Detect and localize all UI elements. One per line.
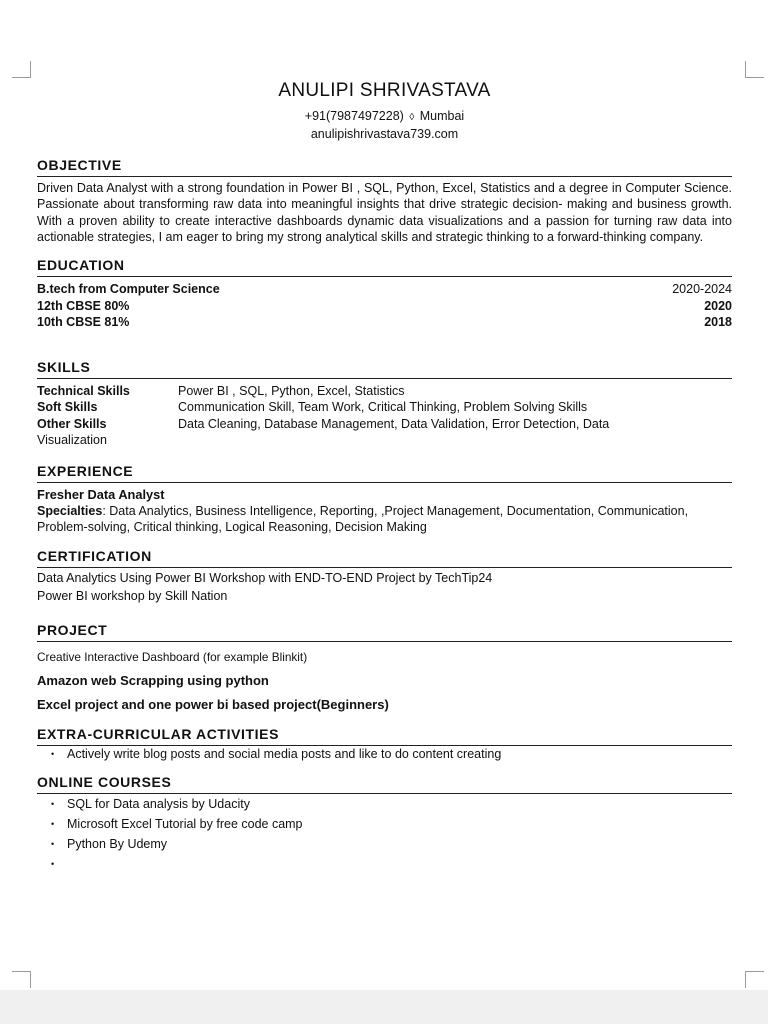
education-label: 10th CBSE 81% — [37, 315, 130, 330]
skill-row — [37, 399, 732, 416]
education-label: B.tech from Computer Science — [37, 282, 220, 297]
education-year: 2018 — [704, 315, 732, 330]
section-title-skills: SKILLS — [37, 358, 732, 379]
crop-mark-bottom-right — [745, 971, 764, 988]
resume-content — [37, 78, 732, 854]
extra-curricular-section — [37, 725, 732, 764]
section-title-certification: CERTIFICATION — [37, 547, 732, 568]
project-item: Creative Interactive Dashboard (for example Blinkit) — [37, 649, 308, 664]
education-list — [37, 281, 732, 331]
section-title-education: EDUCATION — [37, 256, 732, 277]
skill-key: Technical Skills — [37, 383, 130, 398]
experience-specialties — [37, 503, 732, 536]
education-label: 12th CBSE 80% — [37, 298, 130, 313]
section-title-experience: EXPERIENCE — [37, 462, 732, 483]
section-title-project: PROJECT — [37, 621, 732, 642]
project-section — [37, 621, 732, 713]
experience-role: Fresher Data Analyst — [37, 486, 165, 502]
online-courses-list — [37, 794, 732, 854]
phone-number: +91(7987497228) — [304, 109, 404, 123]
education-year: 2020-2024 — [672, 282, 732, 297]
education-section — [37, 256, 732, 331]
specialties-label: Specialties — [37, 503, 103, 518]
skill-row — [37, 416, 732, 433]
extra-curricular-list — [37, 744, 732, 764]
crop-mark-top-left — [12, 61, 31, 78]
crop-mark-top-right — [745, 61, 764, 78]
separator-icon: ◊ — [409, 112, 415, 123]
certification-section — [37, 547, 732, 605]
resume-header — [37, 78, 732, 142]
section-title-extra-curricular: EXTRA-CURRICULAR ACTIVITIES — [37, 725, 732, 746]
skill-value-wrap: Visualization — [37, 433, 107, 448]
skill-key: Soft Skills — [37, 400, 98, 415]
section-title-online-courses: ONLINE COURSES — [37, 773, 732, 794]
objective-text: Driven Data Analyst with a strong foundation in Power BI , SQL, Python, Excel, Statistics and a degree in Computer Science. Passionate about transforming raw data into meaningful insights that drive strategic decision- making and business growth. With a proven ability to create interactive dashboards dynamic data visualizations and a passion for turning raw data into actionable strategies, I am eager to bring my strong analytical skills and strategic thinking to a forward-thinking company. — [37, 181, 732, 244]
experience-section — [37, 462, 732, 536]
project-item: Excel project and one power bi based project(Beginners) — [37, 696, 389, 712]
skill-row — [37, 383, 732, 400]
skill-key: Other Skills — [37, 416, 107, 431]
city: Mumbai — [419, 109, 465, 123]
skills-list — [37, 383, 732, 449]
education-year: 2020 — [704, 298, 732, 313]
skill-value: Data Cleaning, Database Management, Data Validation, Error Detection, Data — [178, 416, 610, 431]
skill-value: Communication Skill, Team Work, Critical Thinking, Problem Solving Skills — [178, 400, 588, 415]
candidate-name: ANULIPI SHRIVASTAVA — [278, 80, 491, 101]
objective-section — [37, 156, 732, 245]
education-row — [37, 281, 732, 298]
contact-line — [37, 108, 732, 126]
certification-item: Data Analytics Using Power BI Workshop with END-TO-END Project by TechTip24 — [37, 570, 493, 585]
crop-mark-bottom-left — [12, 971, 31, 988]
certification-list — [37, 569, 732, 605]
specialties-text: : Data Analytics, Business Intelligence, Reporting, ,Project Management, Documentation, Communication, Problem-solving, Critical thinking, Logical Reasoning, Decision Making — [37, 503, 689, 535]
course-item: • SQL for Data analysis by Udacity — [51, 794, 732, 814]
certification-item: Power BI workshop by Skill Nation — [37, 588, 228, 603]
online-courses-section — [37, 773, 732, 854]
section-title-objective: OBJECTIVE — [37, 156, 732, 177]
email: anulipishrivastava739.com — [310, 127, 459, 141]
skill-value: Power BI , SQL, Python, Excel, Statistics — [178, 383, 405, 398]
skills-section — [37, 358, 732, 449]
extra-curricular-item: • Actively write blog posts and social media posts and like to do content creating — [51, 744, 732, 764]
education-row — [37, 298, 732, 315]
education-row — [37, 314, 732, 331]
course-item: • Python By Udemy — [51, 834, 732, 854]
project-item: Amazon web Scrapping using python — [37, 672, 269, 688]
course-item: • Microsoft Excel Tutorial by free code camp — [51, 814, 732, 834]
